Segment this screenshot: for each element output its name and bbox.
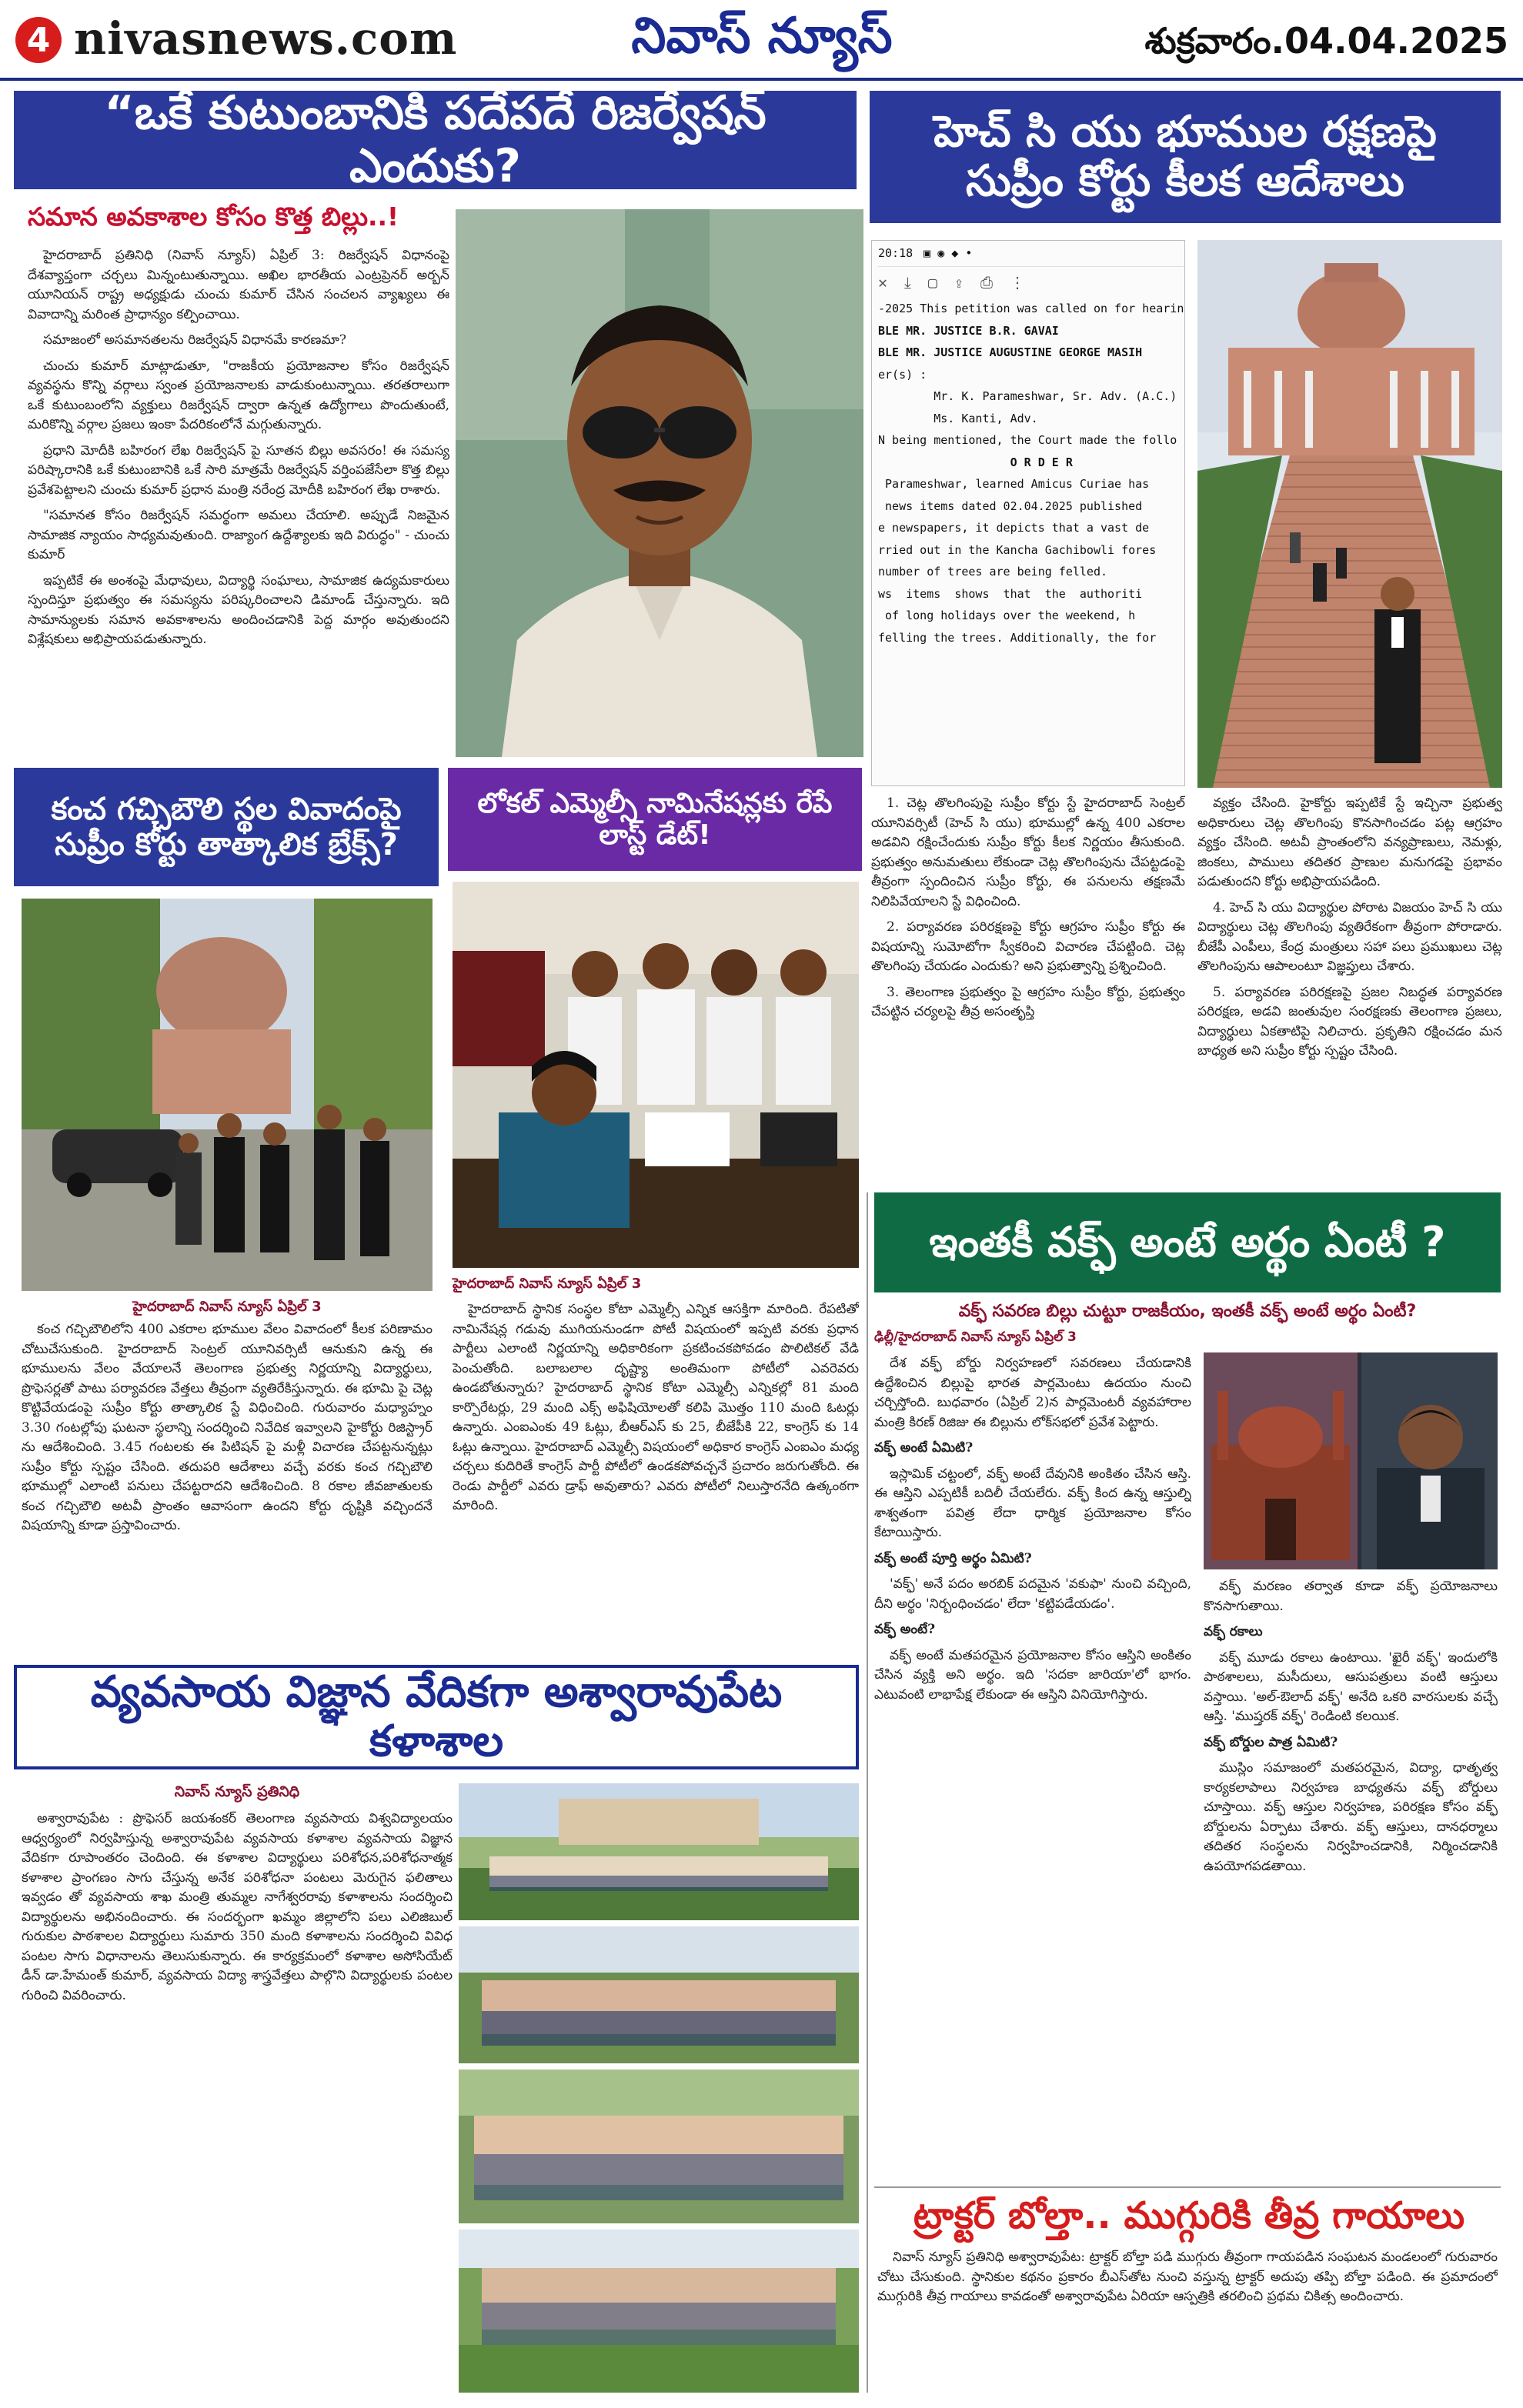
article4-para-1: హైదరాబాద్ స్థానిక సంస్థల కోటా ఎమ్మెల్సీ ఎన్నిక ఆసక్తిగా మారింది. రేపటితో నామినేషన్ల గడువు ముగియనుండగా పోటీ విషయంలో ఇప్పటి వరకు ప్రధాన పార్టీలు ఎలాంటి నిర్ణయాన్ని అధికారికంగా ప్రకటించకపోవడం పొలిటికల్ వేడి పెంచుతోంది. బలాబలాల దృష్ట్యా అంతిమంగా పోటీలో ఎవరెవరు ఉండబోతున్నారు? హైదరాబాద్ స్థానిక కోటా ఎమ్మెల్సీ ఎన్నికల్లో 81 మంది కార్పొరేటర్లు, 29 మంది ఎక్స్ అఫిషియోలతో కలిపి మొత్తం 110 మంది ఓటర్లు ఉన్నారు. ఎంఐఎంకు 49 ఓట్లు, బీఆర్ఎస్ కు 25, బీజేపీకి 22, కాంగ్రెస్ కు 14 ఓట్లు ఉన్నాయి. హైదరాబాద్ ఎమ్మెల్సీ విషయంలో అధికార కాంగ్రెస్ ఎంఐఎం మధ్య చర్చలు కుదిరితే కాంగ్రెస్ పార్టీ పోటీలో ఉండకపోవచ్చనే ప్రచారం జరుగుతోంది. ఈ రెండు పార్టీలో ఎవరు డ్రాఫ్ అవుతారు? ఎవరు పోటీలో నిలుస్తారనేది ఉత్కంఠగా మారింది. [453,1302,859,1513]
waqf-photos [1204,1352,1498,1569]
article6-para-1: అశ్వారావుపేట : ప్రొఫెసర్ జయశంకర్ తెలంగాణ వ్యవసాయ విశ్వవిద్యాలయం ఆధ్వర్యంలో నిర్వహిస్తున్న అశ్వారావుపేట వ్యవసాయ కళాశాల వ్యవసాయ విజ్ఞాన వేదికగా రూపాంతరం చెందింది. ఈ కళాశాల విద్యార్థులు పరిశోధన,పరిశోధనాత్మక కళాశాల ప్రాంగణం సాగు చేస్తున్న అనేక పరిశోధనా పంటలు మెరుగైన ఫలితాలు ఇవ్వడం తో వ్యవసాయ శాఖ మంత్రి తుమ్మల నాగేశ్వరరావు కళాశాలను సందర్శించి విద్యార్థులను అభినందించారు. ఈ సందర్భంగా ఖమ్మం జిల్లాలోని పలు ఎలిజిబుల్ గురుకుల పాఠశాలల విద్యార్థులు సుమారు 350 మంది కళాశాలను సందర్శించి వివిధ పంటల సాగు విధానాలను తెలుసుకున్నారు. ఈ కార్యక్రమంలో కళాశాల అసోసియేట్ డీన్ డా.హేమంత్ కుమార్, వ్యవసాయ విద్యా శాస్త్రవేత్తలు పాల్గొని విద్యార్థులకు పంటల గురించి వివరించారు. [22,1811,453,2003]
issue-date: శుక్రవారం.04.04.2025 [1144,20,1508,62]
article3-credit: హైదరాబాద్ నివాస్ న్యూస్ ఏప్రిల్ 3 [132,1299,322,1315]
court-line-1: -2025 This petition was called on for hearin [878,302,1184,315]
column-divider [867,1192,868,2393]
court-line-8: Ms. Kanti, Adv. [878,411,1038,425]
article2-col2-para-2: 4. హెచ్ సి యు విద్యార్థుల పోరాట విజయం హెచ్ సి యు విద్యార్థులు చెట్ల తొలగింపు వ్యతిరేకంగా తీవ్రంగా పోరాడారు. బీజేపీ ఎంపీలు, కేంద్ర మంత్రులు సహా పలు ప్రముఖులు చెట్ల తొలగింపును ఆపాలంటూ విజ్ఞప్తులు చేశారు. [1197,899,1502,974]
article5-q4: వక్ఫ్ రకాలు [1204,1624,1263,1639]
pdf-toolbar [878,267,1184,298]
article4-credit: హైదరాబాద్ నివాస్ న్యూస్ ఏప్రిల్ 3 [453,1276,642,1292]
college-photo-2 [459,1926,859,2063]
phone-time: 20:18 [878,246,913,261]
article2-col1-para-2: 2. పర్యావరణ పరిరక్షణపై కోర్టు ఆగ్రహం సుప్రీం కోర్టు ఈ విషయాన్ని సుమోటోగా స్వీకరించి విచారణ చేపట్టింది. చెట్ల తొలగింపు చేయడం ఎందుకు? అని ప్రభుత్వాన్ని ప్రశ్నించింది. [871,919,1185,974]
article1-portrait-photo [456,209,863,757]
article1-para-3: చుంచు కుమార్ మాట్లాడుతూ, "రాజకీయ ప్రయోజనాల కోసం రిజర్వేషన్ వ్యవస్థను కొన్ని వర్గాలు స్వంత ప్రయోజనాలకు వాడుకుంటున్నాయి. తరతరాలుగా ఒకే కుటుంబంలోని వ్యక్తులు రిజర్వేషన్ ద్వారా ఉన్నత ఉద్యోగాలు పొందుతుంటే, మరికొన్ని వర్గాల ప్రజలు ఇంకా పేదరికంలోనే మగ్గుతున్నారు. [28,358,449,432]
court-line-16: e newspapers, it depicts that a vast de [878,521,1150,535]
article5-q1: వక్ఫ్ అంటే ఏమిటి? [874,1440,974,1456]
supreme-court-lawyers-photo [22,899,433,1291]
article2-col2 [1197,794,1502,1171]
article2-col1-para-3: 3. తెలంగాణ ప్రభుత్వం పై ఆగ్రహం సుప్రీం కోర్టు, ప్రభుత్వం చేపట్టిన చర్యలపై తీవ్ర అసంతృప్తి [871,984,1185,1019]
article5-q3: వక్ఫ్ అంటే? [874,1622,936,1637]
court-line-4: BLE MR. JUSTICE AUGUSTINE GEORGE MASIH [878,345,1143,359]
article5-col2-para-1: వక్ఫ్ మరణం తర్వాత కూడా వక్ఫ్ ప్రయోజనాలు కొనసాగుతాయి. [1204,1579,1498,1614]
mlc-nomination-photo [453,882,859,1268]
court-line-22: felling the trees. Additionally, the for [878,630,1157,645]
article5-col1-para-3: ఇస్లామిక్ చట్టంలో, వక్ఫ్ అంటే దేవునికి అంకితం చేసిన ఆస్తి. ఈ ఆస్తిని ఎప్పటికీ బదిలీ చేయలేరు. వక్ఫ్ కింద ఉన్న ఆస్తుల్ని శాశ్వతంగా పవిత్ర లేదా ధార్మిక ప్రయోజనాల కోసం కేటాయిస్తారు. [874,1466,1191,1540]
masthead [0,0,1523,81]
article3-body [22,1320,433,1659]
article5-credit: ఢిల్లీ/హైదరాబాద్ నివాస్ న్యూస్ ఏప్రిల్ 3 [874,1329,1077,1345]
court-line-7: Mr. K. Parameshwar, Sr. Adv. (A.C.) [878,389,1177,403]
article5-col2-para-5: ముస్లిం సమాజంలో మతపరమైన, విద్యా, ధాతృత్వ కార్యకలాపాలు నిర్వహణ బాధ్యతను వక్ఫ్ బోర్డులు చూస్తాయి. వక్ఫ్ ఆస్తుల నిర్వహణ, పరిరక్షణ కోసం వక్ఫ్ బోర్డులను ఏర్పాటు చేశారు. వక్ఫ్ ఆస్తులు, దానధర్మాలు తదితర సంస్థలను నిర్వహించడానికి, నిర్మించడానికి ఉపయోగపడతాయి. [1204,1760,1498,1874]
more-icon: ⋮ [1009,273,1025,292]
print-icon: ⎙ [980,273,993,292]
article5-col2-para-3: వక్ఫ్ మూడు రకాలు ఉంటాయి. 'ఖైరీ వక్ఫ్' ఇందులోకి పాఠశాలలు, మసీదులు, ఆసుపత్రులు వంటి ఆస్తులు వస్తాయి. 'అల్-ఔలాద్ వక్ఫ్' అనేది ఒకరి వారసులకు వచ్చే ఆస్తి. 'ముష్తరక్ వక్ఫ్' రెండింటి కలయిక. [1204,1649,1498,1724]
article5-col1-para-1: దేశ వక్ఫ్ బోర్డు నిర్వహణలో సవరణలు చేయడానికి ఉద్దేశించిన బిల్లుపై భారత పార్లమెంటు ఉదయం నుంచి చర్చిస్తోంది. బుధవారం (ఏప్రిల్ 2)న పార్లమెంటరీ వ్యవహారాల మంత్రి కిరణ్ రిజిజు ఈ బిల్లును లోక్‌సభలో ప్రవేశ పెట్టారు. [874,1356,1191,1430]
supreme-court-steps-photo [1197,240,1502,788]
article5-q2: వక్ఫ్ అంటే పూర్తి అర్థం ఏమిటి? [874,1550,1032,1566]
phone-status-icons: ▣ ◉ ◆ • [923,246,973,261]
article3-para-1: కంచ గచ్చిబౌలిలోని 400 ఎకరాల భూముల వేలం వివాదంలో కీలక పరిణామం చోటుచేసుకుంది. హైదరాబాద్ సెంట్రల్ యూనివర్సిటీ ఆనుకుని ఉన్న ఈ భూములను వేలం వేయాలనే తెలంగాణ ప్రభుత్వ నిర్ణయాన్ని విద్యార్థులు, ప్రొఫెసర్లతో పాటు పర్యావరణ వేత్తలు తీవ్రంగా వ్యతిరేకిస్తున్నారు. ఈ భూమి పై చెట్ల కొట్టివేయడంపై సుప్రీం కోర్టు తాత్కాలిక స్టే విధించింది. గురువారం మధ్యాహ్నం 3.30 గంటల్లోపు ఘటనా స్థలాన్ని సందర్శించి నివేదిక ఇవ్వాలని హైకోర్టు రిజిస్ట్రార్ ను ఆదేశించింది. 3.45 గంటలకు ఈ పిటిషన్ పై మళ్లీ విచారణ చేపట్టనున్నట్లు సుప్రీం కోర్టు స్పష్టం చేసింది. తదుపరి ఆదేశాలు వచ్చే వరకు కంచ గచ్చిబౌలి భూముల్లో ఎలాంటి పనులు చేపట్టరాదని ఆదేశించింది. 8 రకాల జీవజాతులకు కంచ గచ్చిబౌలి అటవీ ప్రాంతం ఆవాసంగా ఉందని కోర్టు దృష్టికి వచ్చిందనే విషయాన్ని కూడా ప్రస్తావించారు. [22,1322,433,1533]
court-line-18: number of trees are being felled. [878,565,1108,579]
article6-headline: వ్యవసాయ విజ్ఞాన వేదికగా అశ్వారావుపేట కళాశాల [14,1665,859,1769]
article2-col2-para-3: 5. పర్యావరణ పరిరక్షణపై ప్రజల నిబద్ధత పర్యావరణ పరిరక్షణ, అడవి జంతువుల సంరక్షణకు తెలంగాణ ప్రజలు, విద్యార్థులు ఏకతాటిపై నిలిచారు. ప్రకృతిని రక్షించడం మన బాధ్యత అని సుప్రీం కోర్టు స్పష్టం చేసింది. [1197,984,1502,1059]
court-order-screenshot [871,240,1185,786]
article5-col1 [874,1354,1191,2193]
article1-headline: “ఒకే కుటుంబానికి పదేపదే రిజర్వేషన్ ఎందుకు? [14,91,857,189]
court-line-17: rried out in the Kancha Gachibowli fores [878,542,1157,557]
paper-name: నివాస్ న్యూస్ [631,8,893,65]
court-line-11: O R D E R [878,455,1073,469]
college-photo-1 [459,1783,859,1920]
download-icon: ⤓ [904,273,911,292]
court-line-6: er(s) : [878,367,927,382]
article2-col1-para-1: 1. చెట్ల తొలగింపుపై సుప్రీం కోర్టు స్టే హైదరాబాద్ సెంట్రల్ యూనివర్సిటీ (హెచ్ సి యు) భూముల్లో ఉన్న 400 ఎకరాల అడవిని రక్షించేందుకు సుప్రీం కోర్టు కీలక నిర్ణయం తీసుకుంది. ప్రభుత్వం అనుమతులు లేకుండా చెట్ల తొలగింపును చేపట్టడంపై తీవ్రంగా స్పందించిన సుప్రీం కోర్టు, ఈ పనులను తక్షణమే నిలిపివేయాలని స్టే విధించింది. [871,795,1185,909]
article5-col2 [1204,1577,1498,2193]
article1-para-6: ఇప్పటికే ఈ అంశంపై మేధావులు, విద్యార్థి సంఘాలు, సామాజిక ఉద్యమకారులు స్పందిస్తూ ప్రభుత్వం ఈ సమస్యను పరిష్కరించాలని డిమాండ్ చేస్తున్నారు. ఇది సామాన్యులకు సమాన అవకాశాలను అందించడానికి పెద్ద మార్గం అవుతుందని విశ్లేషకులు అభిప్రాయపడుతున్నారు. [28,572,449,647]
article-divider [874,2186,1501,2188]
article3-headline: కంచ గచ్చిబౌలి స్థల వివాదంపై సుప్రీం కోర్టు తాత్కాలిక బ్రేక్స్? [14,768,439,886]
article5-headline: ఇంతకీ వక్ఫ్ అంటే అర్థం ఏంటీ ? [874,1192,1501,1292]
article1-para-2: సమాజంలో అసమానతలను రిజర్వేషన్ విధానమే కారణమా? [43,332,347,348]
court-line-3: BLE MR. JUSTICE B.R. GAVAI [878,323,1059,338]
article1-subhead: సమాన అవకాశాల కోసం కొత్త బిల్లు..! [28,202,399,232]
article7-body [877,2248,1498,2394]
article2-col2-para-1: వ్యక్తం చేసింది. హైకోర్టు ఇప్పటికే స్టే ఇచ్చినా ప్రభుత్వ అధికారులు చెట్ల తొలగింపు కొనసాగించడం పట్ల ఆగ్రహం వ్యక్తం చేసింది. అటవీ ప్రాంతంలోని వన్యప్రాణులు, నెమళ్లు, జింకలు, పాములు తదితర ప్రాణుల మనుగడపై ప్రభావం పడుతుందని కోర్టు అభిప్రాయపడింది. [1197,795,1502,889]
article7-headline: ట్రాక్టర్ బోల్తా.. ముగ్గురికి తీవ్ర గాయాలు [913,2194,1465,2237]
college-photo-4 [459,2230,859,2393]
article4-body [453,1300,859,1659]
article5-col1-para-7: వక్ఫ్ అంటే మతపరమైన ప్రయోజనాల కోసం ఆస్తిని అంకితం చేసిన వ్యక్తి అని అర్థం. ఇది 'సదకా జారియా'లో భాగం. ఎటువంటి లాభాపేక్ష లేకుండా ఈ ఆస్తిని వినియోగిస్తారు. [874,1647,1191,1703]
court-line-10: N being mentioned, the Court made the follo [878,433,1177,447]
article2-headline: హెచ్ సి యు భూముల రక్షణపై సుప్రీం కోర్టు కీలక ఆదేశాలు [870,91,1501,223]
article1-para-1: హైదరాబాద్ ప్రతినిధి (నివాస్ న్యూస్) ఏప్రిల్ 3: రిజర్వేషన్ విధానంపై దేశవ్యాప్తంగా చర్చలు మిన్నంటుతున్నాయి. అఖిల భారతీయ ఎంట్రప్రెనర్ అర్బన్ యూనియన్ రాష్ట్ర అధ్యక్షుడు చుంచు కుమార్ చేసిన సంచలన వ్యాఖ్యలు ఈ వివాదాన్ని మరింత ప్రాధాన్యం కల్పించాయి. [28,248,449,322]
article2-col1 [871,794,1185,1171]
article5-q5: వక్ఫ్ బోర్డుల పాత్ర ఏమిటి? [1204,1734,1338,1750]
article1-body [28,246,449,762]
article5-subhead: వక్ఫ్ సవరణ బిల్లు చుట్టూ రాజకీయం, ఇంతకీ వక్ఫ్ అంటే అర్థం ఏంటీ? [958,1302,1417,1321]
court-line-14: news items dated 02.04.2025 published [878,499,1143,513]
page-number: 4 [15,17,62,63]
article1-para-4: ప్రధాని మోదీకి బహిరంగ లేఖ రిజర్వేషన్ పై సూతన బిల్లు అవసరం! ఈ సమస్య పరిష్కారానికి ఒకే కుటుంబానికి ఒకే సారి మాత్రమే రిజర్వేషన్ వర్తింపజేసేలా కొత్త బిల్లు ప్రవేశపెట్టాలని చుంచు కుమార్ ప్రధాన మంత్రి నరేంద్ర మోదీకి బహిరంగ లేఖ రాశారు. [28,442,449,498]
back-arrow-icon: ✕ [878,273,888,292]
court-line-21: of long holidays over the weekend, h [878,609,1136,622]
site-name: nivasnews.com [74,12,458,65]
pages-icon: ▢ [927,273,937,292]
phone-status-bar [878,241,1184,267]
article6-credit: నివాస్ న్యూస్ ప్రతినిధి [174,1783,300,1800]
article7-para-1: నివాస్ న్యూస్ ప్రతినిధి అశ్వారావుపేట: ట్రాక్టర్ బోల్తా పడి ముగ్గురు తీవ్రంగా గాయపడిన సంఘటన మండలంలో గురువారం చోటు చేసుకుంది. స్థానికుల కథనం ప్రకారం బీఎస్‌తోట నుంచి వస్తున్న ట్రాక్టర్ అదుపు తప్పి బోల్తా పడింది. ఈ ప్రమాదంలో ముగ్గురికి తీవ్ర గాయాలు కావడంతో అశ్వారావుపేట ఏరియా ఆస్పత్రికి తరలించి ప్రథమ చికిత్స అందించారు. [877,2250,1498,2304]
college-photo-3 [459,2069,859,2223]
article4-headline: లోకల్ ఎమ్మెల్సీ నామినేషన్లకు రేపే లాస్ట్ డేట్! [448,768,862,871]
article6-body [22,1809,453,2394]
article1-para-5: "సమానత కోసం రిజర్వేషన్ సమర్థంగా అమలు చేయాలి. అప్పుడే నిజమైన సామాజిక న్యాయం సాధ్యమవుతుంది. రాజ్యాంగ ఉద్దేశ్యాలకు ఇది విరుద్ధం" - చుంచు కుమార్ [28,508,449,562]
share-icon: ⇪ [954,273,964,292]
court-line-13: Parameshwar, learned Amicus Curiae has [878,477,1150,491]
article5-col1-para-5: 'వక్ఫ్' అనే పదం అరబిక్ పదమైన 'వకుఫా' నుంచి వచ్చింది, దీని అర్థం 'నిర్బంధించడం' లేదా 'కట్టిపడేయడం'. [874,1576,1191,1612]
court-line-20: ws items shows that the authoriti [878,586,1143,601]
